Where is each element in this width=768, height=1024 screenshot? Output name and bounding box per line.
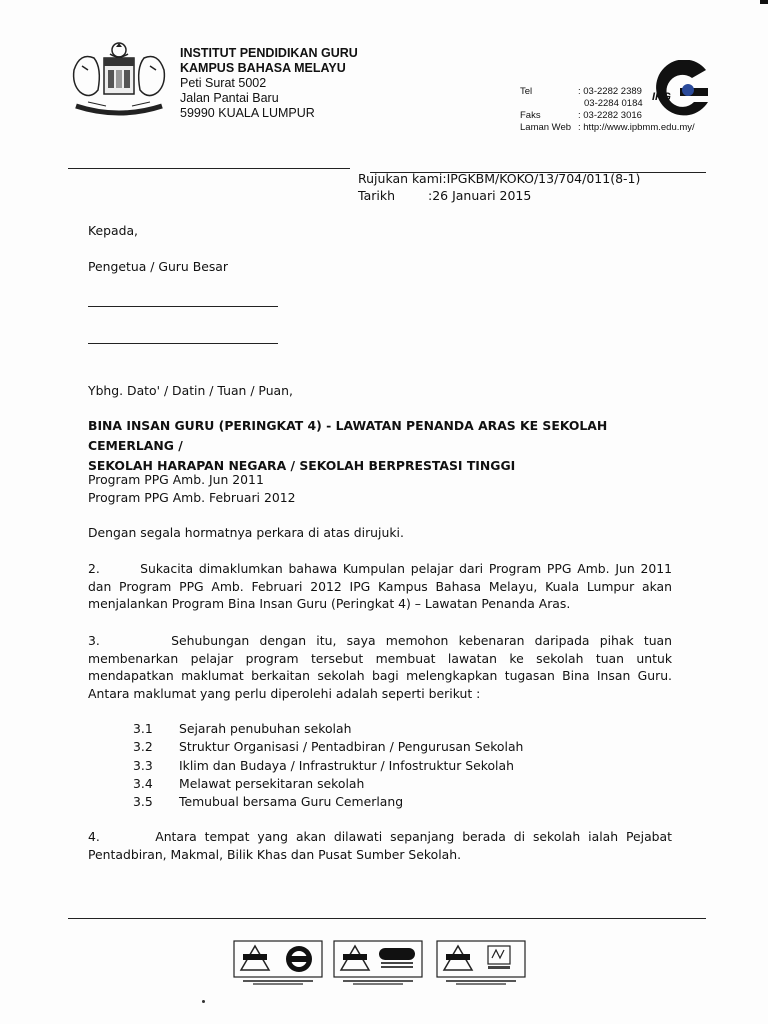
date-value: :26 Januari 2015 xyxy=(428,188,532,203)
para3-line: membenarkan pelajar program tersebut membuat lawatan ke sekolah tuan untuk xyxy=(88,650,672,666)
tel-number-1: : 03-2282 2389 xyxy=(578,86,642,97)
list-item: 3.1 Sejarah penubuhan sekolah xyxy=(133,721,352,736)
scan-edge-mark xyxy=(760,0,768,4)
subject-line-2: SEKOLAH HARAPAN NEGARA / SEKOLAH BERPRESTASI TINGGI xyxy=(88,458,516,473)
fax-label: Faks xyxy=(520,110,541,121)
paragraph-2 xyxy=(88,560,672,613)
tel-label: Tel xyxy=(520,86,533,97)
footer-divider xyxy=(68,918,706,919)
para4-line: Pentadbiran, Makmal, Bilik Khas dan Pusat Sumber Sekolah. xyxy=(88,846,462,862)
para2-line: dan Program PPG Amb. Februari 2012 IPG Kampus Bahasa Melayu, Kuala Lumpur akan xyxy=(88,578,672,594)
program-1: Program PPG Amb. Jun 2011 xyxy=(88,472,264,487)
address-blank-line-1 xyxy=(88,306,278,307)
web-address: : http://www.ipbmm.edu.my/ xyxy=(578,122,695,133)
ipg-logo-icon xyxy=(650,60,712,124)
para2-line: menjalankan Program Bina Insan Guru (Peringkat 4) – Lawatan Penanda Aras. xyxy=(88,596,571,611)
list-item: 3.2 Struktur Organisasi / Pentadbiran / Pengurusan Sekolah xyxy=(133,739,524,755)
para3-line: Antara maklumat yang perlu diperolehi adalah seperti berikut : xyxy=(88,685,481,701)
para4-line: 4. Antara tempat yang akan dilawati sepanjang berada di sekolah ialah Pejabat xyxy=(88,829,672,844)
paragraph-4 xyxy=(88,828,672,863)
list-item: 3.4 Melawat persekitaran sekolah xyxy=(133,775,365,791)
campus-name: KAMPUS BAHASA MELAYU xyxy=(180,61,346,75)
tel-number-2: 03-2284 0184 xyxy=(584,98,643,109)
ukas-cert-badge-icon xyxy=(436,940,526,986)
recipient-kepada: Kepada, xyxy=(88,223,138,238)
address-blank-line-2 xyxy=(88,343,278,344)
program-2: Program PPG Amb. Februari 2012 xyxy=(88,489,296,505)
reference-number: IPGKBM/KOKO/13/704/011(8-1) xyxy=(446,171,641,186)
date-label: Tarikh xyxy=(358,188,395,203)
salutation: Ybhg. Dato' / Datin / Tuan / Puan, xyxy=(88,383,293,398)
para2-line: 2. Sukacita dimaklumkan bahawa Kumpulan pelajar dari Program PPG Amb. Jun 2011 xyxy=(88,561,672,576)
subject-heading xyxy=(88,416,678,476)
subject-line-1: BINA INSAN GURU (PERINGKAT 4) - LAWATAN PENANDA ARAS KE SEKOLAH CEMERLANG / xyxy=(88,418,608,453)
postcode-city: 59990 KUALA LUMPUR xyxy=(180,106,315,120)
opening-line: Dengan segala hormatnya perkara di atas dirujuki. xyxy=(88,525,404,540)
reference-block xyxy=(358,170,640,204)
recipient-title: Pengetua / Guru Besar xyxy=(88,259,228,274)
scan-speck xyxy=(202,1000,205,1003)
list-item: 3.5 Temubual bersama Guru Cemerlang xyxy=(133,794,404,810)
po-box: Peti Surat 5002 xyxy=(180,76,267,90)
institution-name: INSTITUT PENDIDIKAN GURU xyxy=(180,46,358,60)
reference-label: Rujukan kami: xyxy=(358,171,447,186)
institution-address xyxy=(180,46,358,121)
street: Jalan Pantai Baru xyxy=(180,91,279,105)
para3-line: 3. Sehubungan dengan itu, saya memohon kebenaran daripada pihak tuan xyxy=(88,633,672,648)
web-label: Laman Web xyxy=(520,122,572,133)
list-item: 3.3 Iklim dan Budaya / Infrastruktur / Infostruktur Sekolah xyxy=(133,757,514,773)
fax-number: : 03-2282 3016 xyxy=(578,110,642,121)
sirim-cert-badge-icon xyxy=(233,940,323,986)
paragraph-3 xyxy=(88,632,672,702)
header-divider-left xyxy=(68,168,350,169)
info-list xyxy=(133,720,523,811)
para3-line: mendapatkan maklumat berkaitan sekolah bagi melengkapkan tugasan Bina Insan Guru. xyxy=(88,668,672,683)
sirim-iso-badge-icon xyxy=(333,940,423,986)
program-list xyxy=(88,471,672,506)
malaysia-crest-icon xyxy=(66,40,172,122)
ipg-logo-text: IPG xyxy=(652,91,671,103)
